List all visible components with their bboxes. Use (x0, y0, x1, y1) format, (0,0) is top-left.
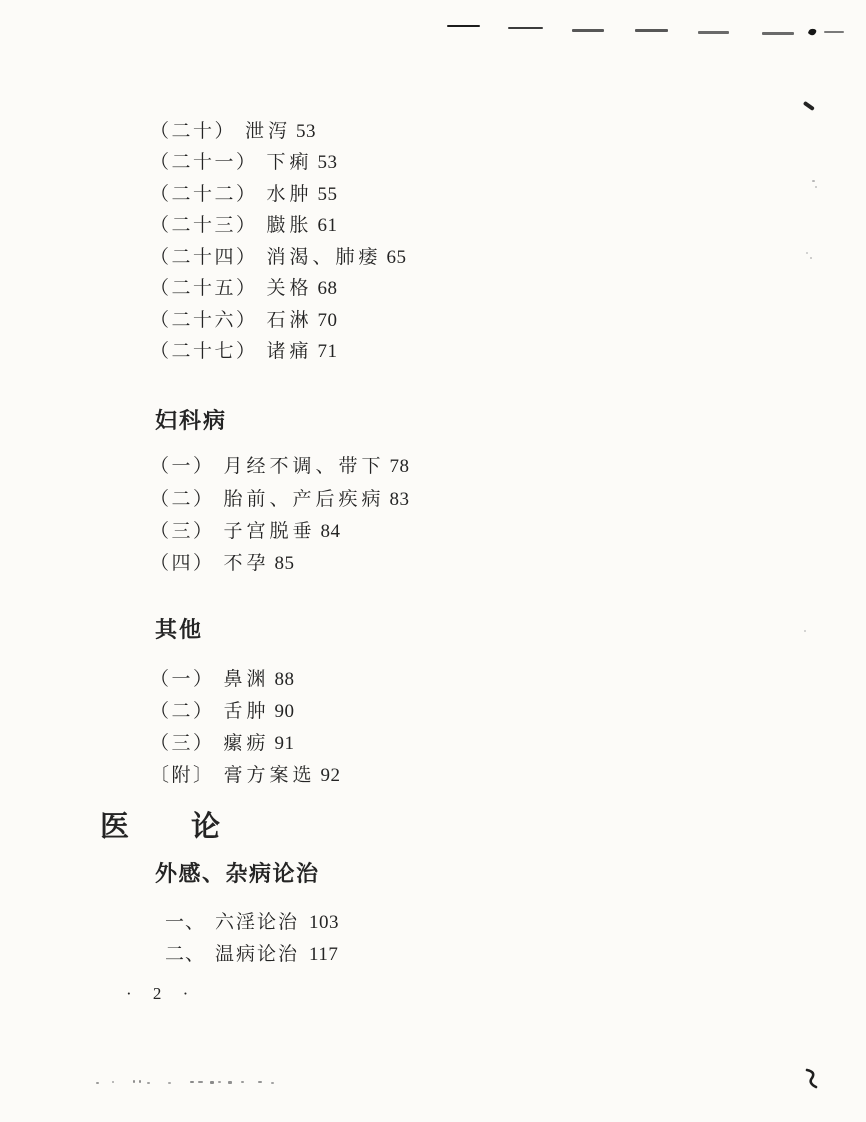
toc-entry-title: 膏方案选 (223, 765, 316, 786)
scan-artifact-dash (698, 31, 729, 34)
toc-entry-page: 68 (318, 277, 713, 1122)
toc-entry-title: 子宫脱垂 (223, 521, 316, 542)
toc-entry-title: 消渴、肺痿 (266, 247, 382, 268)
page-number-footer: · 2 · (126, 984, 191, 1003)
section-header-gynecology: 妇科病 (155, 408, 228, 433)
scan-artifact-dash (572, 29, 604, 32)
toc-entry-page: 84 (321, 520, 713, 1122)
scan-artifact-dash (762, 32, 794, 35)
toc-entry-page: 103 (309, 911, 713, 1122)
scan-artifact-dash (824, 31, 844, 33)
scan-artifact-blot (806, 26, 818, 38)
toc-entry-number: （三） (150, 521, 215, 542)
toc-entry-title: 下痢 (266, 152, 313, 173)
toc-entry-page: 65 (387, 246, 713, 1122)
section-header-medical-essays: 医论 (100, 811, 283, 843)
toc-entry-title: 关格 (266, 278, 313, 299)
toc-entry-number: （二十三） (150, 215, 258, 236)
toc-entry-title: 不孕 (223, 553, 270, 574)
scan-speck (218, 1081, 221, 1083)
toc-entry-page: 61 (318, 214, 713, 1122)
toc-entry-title: 六淫论治 (215, 912, 300, 933)
toc-entry-page: 78 (390, 455, 713, 1122)
toc-entry-title: 温病论治 (215, 944, 300, 965)
toc-entry-number: （四） (150, 553, 215, 574)
section-header-others: 其他 (155, 617, 204, 642)
toc-entry-page: 117 (309, 943, 713, 1122)
scan-speck (112, 1081, 114, 1083)
scan-speck (804, 630, 806, 632)
toc-entry (165, 943, 713, 1122)
scan-speck (139, 1080, 141, 1083)
toc-entry-page: 71 (318, 340, 713, 1122)
toc-entry-page: 70 (318, 309, 713, 1122)
toc-entry-number: （二十五） (150, 278, 258, 299)
toc-entry-title: 诸痛 (266, 341, 313, 362)
toc-entry-title: 瘰疬 (223, 733, 270, 754)
toc-entry-page: 53 (318, 151, 713, 1122)
scan-speck (258, 1081, 262, 1083)
toc-entry-number: 二、 (165, 944, 206, 965)
scan-speck (815, 186, 817, 188)
toc-entry-number: 〔附〕 (150, 765, 215, 786)
scan-artifact-squiggle (804, 1068, 818, 1090)
scan-artifact-dash (447, 25, 480, 27)
scan-speck (271, 1082, 274, 1084)
scan-artifact-tick (803, 101, 815, 111)
scan-artifact-dash (508, 27, 543, 29)
toc-entry-page: 85 (275, 552, 713, 1122)
toc-entry-number: （二） (150, 489, 215, 510)
toc-entry-page: 92 (321, 764, 713, 1122)
toc-entry-number: （一） (150, 669, 215, 690)
toc-entry-number: （二十六） (150, 310, 258, 331)
toc-entry-title: 胎前、产后疾病 (223, 489, 385, 510)
toc-entry-page: 91 (275, 732, 713, 1122)
toc-entry-number: （一） (150, 456, 215, 477)
toc-entry-number: 一、 (165, 912, 206, 933)
subsection-header-treatment: 外感、杂病论治 (155, 861, 320, 886)
scan-speck (210, 1081, 214, 1084)
toc-entry-title: 月经不调、带下 (223, 456, 385, 477)
toc-entry-number: （二） (150, 701, 215, 722)
toc-entry-number: （二十四） (150, 247, 258, 268)
toc-entry-number: （二十一） (150, 152, 258, 173)
scan-speck (228, 1081, 232, 1084)
toc-entry-title: 石淋 (266, 310, 313, 331)
toc-entry-page: 83 (390, 488, 713, 1122)
toc-entry-number: （二十二） (150, 184, 258, 205)
toc-entry-number: （三） (150, 733, 215, 754)
scan-speck (241, 1081, 244, 1083)
scan-speck (96, 1082, 99, 1084)
scan-speck (806, 252, 808, 254)
scan-speck (190, 1081, 194, 1083)
toc-entry-title: 臌胀 (266, 215, 313, 236)
toc-entry-page: 53 (296, 120, 713, 1122)
toc-entry-number: （二十） (150, 121, 237, 142)
scan-artifact-dash (635, 29, 668, 32)
scan-speck (198, 1081, 203, 1083)
scan-speck (133, 1080, 135, 1083)
scan-speck (147, 1082, 150, 1084)
toc-entry-page: 55 (318, 183, 713, 1122)
toc-entry-page: 88 (275, 668, 713, 1122)
toc-entry-number: （二十七） (150, 341, 258, 362)
toc-entry-page: 90 (275, 700, 713, 1122)
scan-speck (810, 257, 812, 259)
scan-speck (168, 1082, 171, 1084)
toc-entry-title: 鼻渊 (223, 669, 270, 690)
toc-entry-title: 泄泻 (245, 121, 292, 142)
toc-entry-title: 舌肿 (223, 701, 270, 722)
toc-entry-title: 水肿 (266, 184, 313, 205)
scan-speck (812, 180, 815, 182)
